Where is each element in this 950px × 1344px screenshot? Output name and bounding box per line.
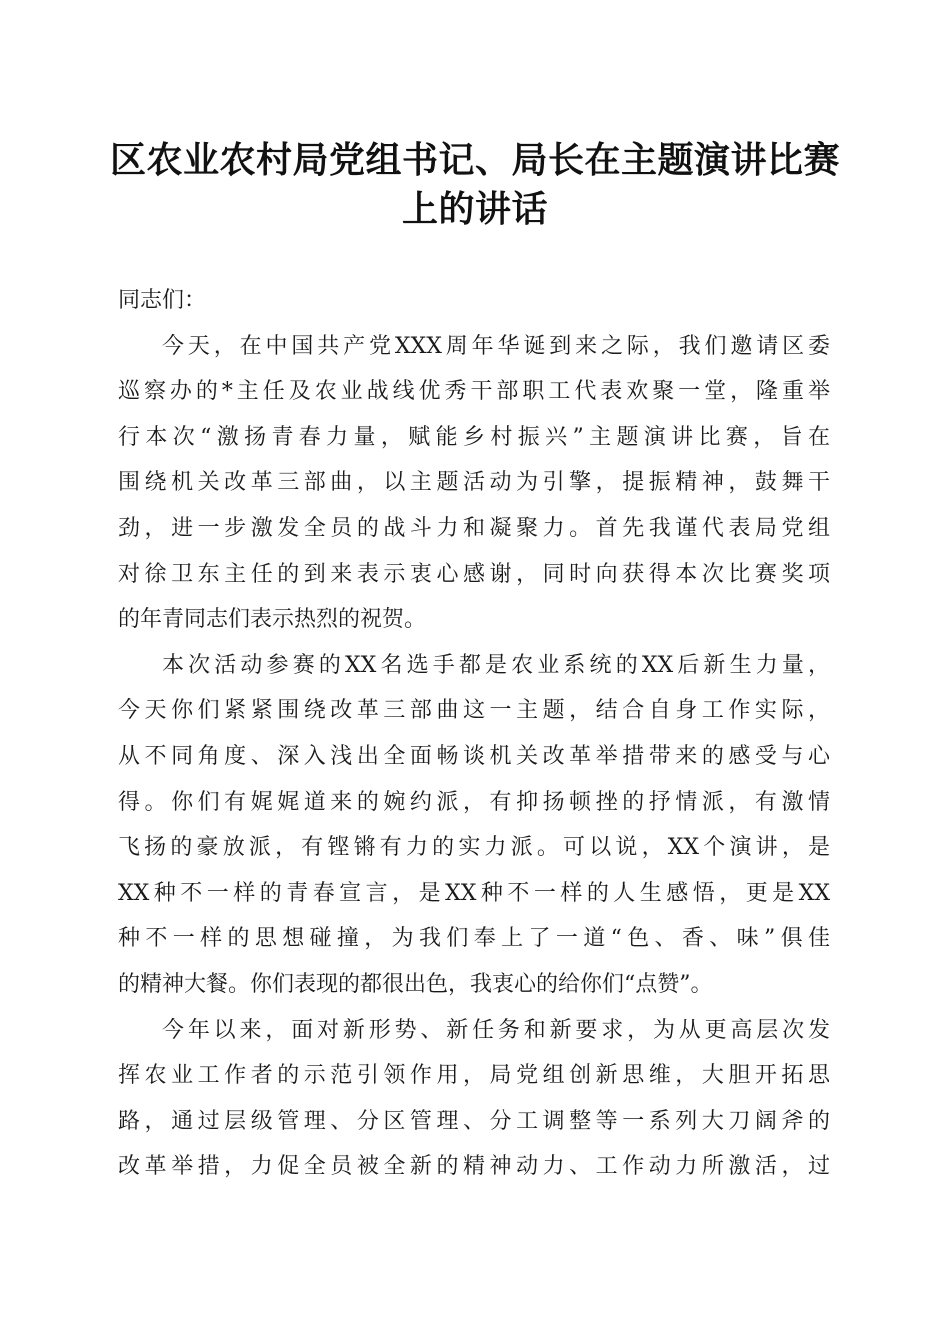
text-line: 的年青同志们表示热烈的祝贺。: [118, 607, 427, 633]
title-line: 区农业农村局党组书记、局长在主题演讲比赛: [109, 139, 840, 181]
text-line: 得。你们有娓娓道来的婉约派，有抑扬顿挫的抒情派，有激情: [118, 789, 830, 815]
text-line: 本次活动参赛的XX名选手都是农业系统的XX后新生力量，: [162, 652, 830, 678]
text-line: 行本次“激扬青春力量，赋能乡村振兴”主题演讲比赛，旨在: [118, 424, 830, 450]
title-line: 上的讲话: [401, 188, 548, 230]
text-line: 巡察办的*主任及农业战线优秀干部职工代表欢聚一堂，隆重举: [118, 379, 830, 405]
document-title: [105, 136, 845, 234]
text-line: 今天，在中国共产党XXX周年华诞到来之际，我们邀请区委: [162, 333, 830, 359]
paragraph-2: [118, 643, 830, 1008]
text-line: 对徐卫东主任的到来表示衷心感谢，同时向获得本次比赛奖项: [118, 561, 830, 587]
text-line: 挥农业工作者的示范引领作用，局党组创新思维，大胆开拓思: [118, 1063, 830, 1089]
salutation: 同志们：: [118, 288, 207, 313]
text-line: 的精神大餐。你们表现的都很出色，我衷心的给你们“点赞”。: [118, 971, 713, 997]
paragraph-3: [118, 1008, 830, 1190]
text-line: XX种不一样的青春宣言，是XX种不一样的人生感悟，更是XX: [118, 880, 830, 906]
paragraph-1: [118, 324, 830, 643]
text-line: 今天你们紧紧围绕改革三部曲这一主题，结合自身工作实际，: [118, 698, 830, 724]
speech-body: [118, 278, 830, 1190]
text-line: 种不一样的思想碰撞，为我们奉上了一道“色、香、味”俱佳: [118, 926, 830, 952]
text-line: 围绕机关改革三部曲，以主题活动为引擎，提振精神，鼓舞干: [118, 470, 830, 496]
text-line: 路，通过层级管理、分区管理、分工调整等一系列大刀阔斧的: [118, 1108, 830, 1134]
text-line: 从不同角度、深入浅出全面畅谈机关改革举措带来的感受与心: [118, 743, 830, 769]
text-line: 改革举措，力促全员被全新的精神动力、工作动力所激活，过: [118, 1154, 830, 1180]
text-line: 劲，进一步激发全员的战斗力和凝聚力。首先我谨代表局党组: [118, 515, 830, 541]
text-line: 飞扬的豪放派，有铿锵有力的实力派。可以说，XX个演讲，是: [118, 835, 830, 861]
text-line: 今年以来，面对新形势、新任务和新要求，为从更高层次发: [162, 1017, 830, 1043]
